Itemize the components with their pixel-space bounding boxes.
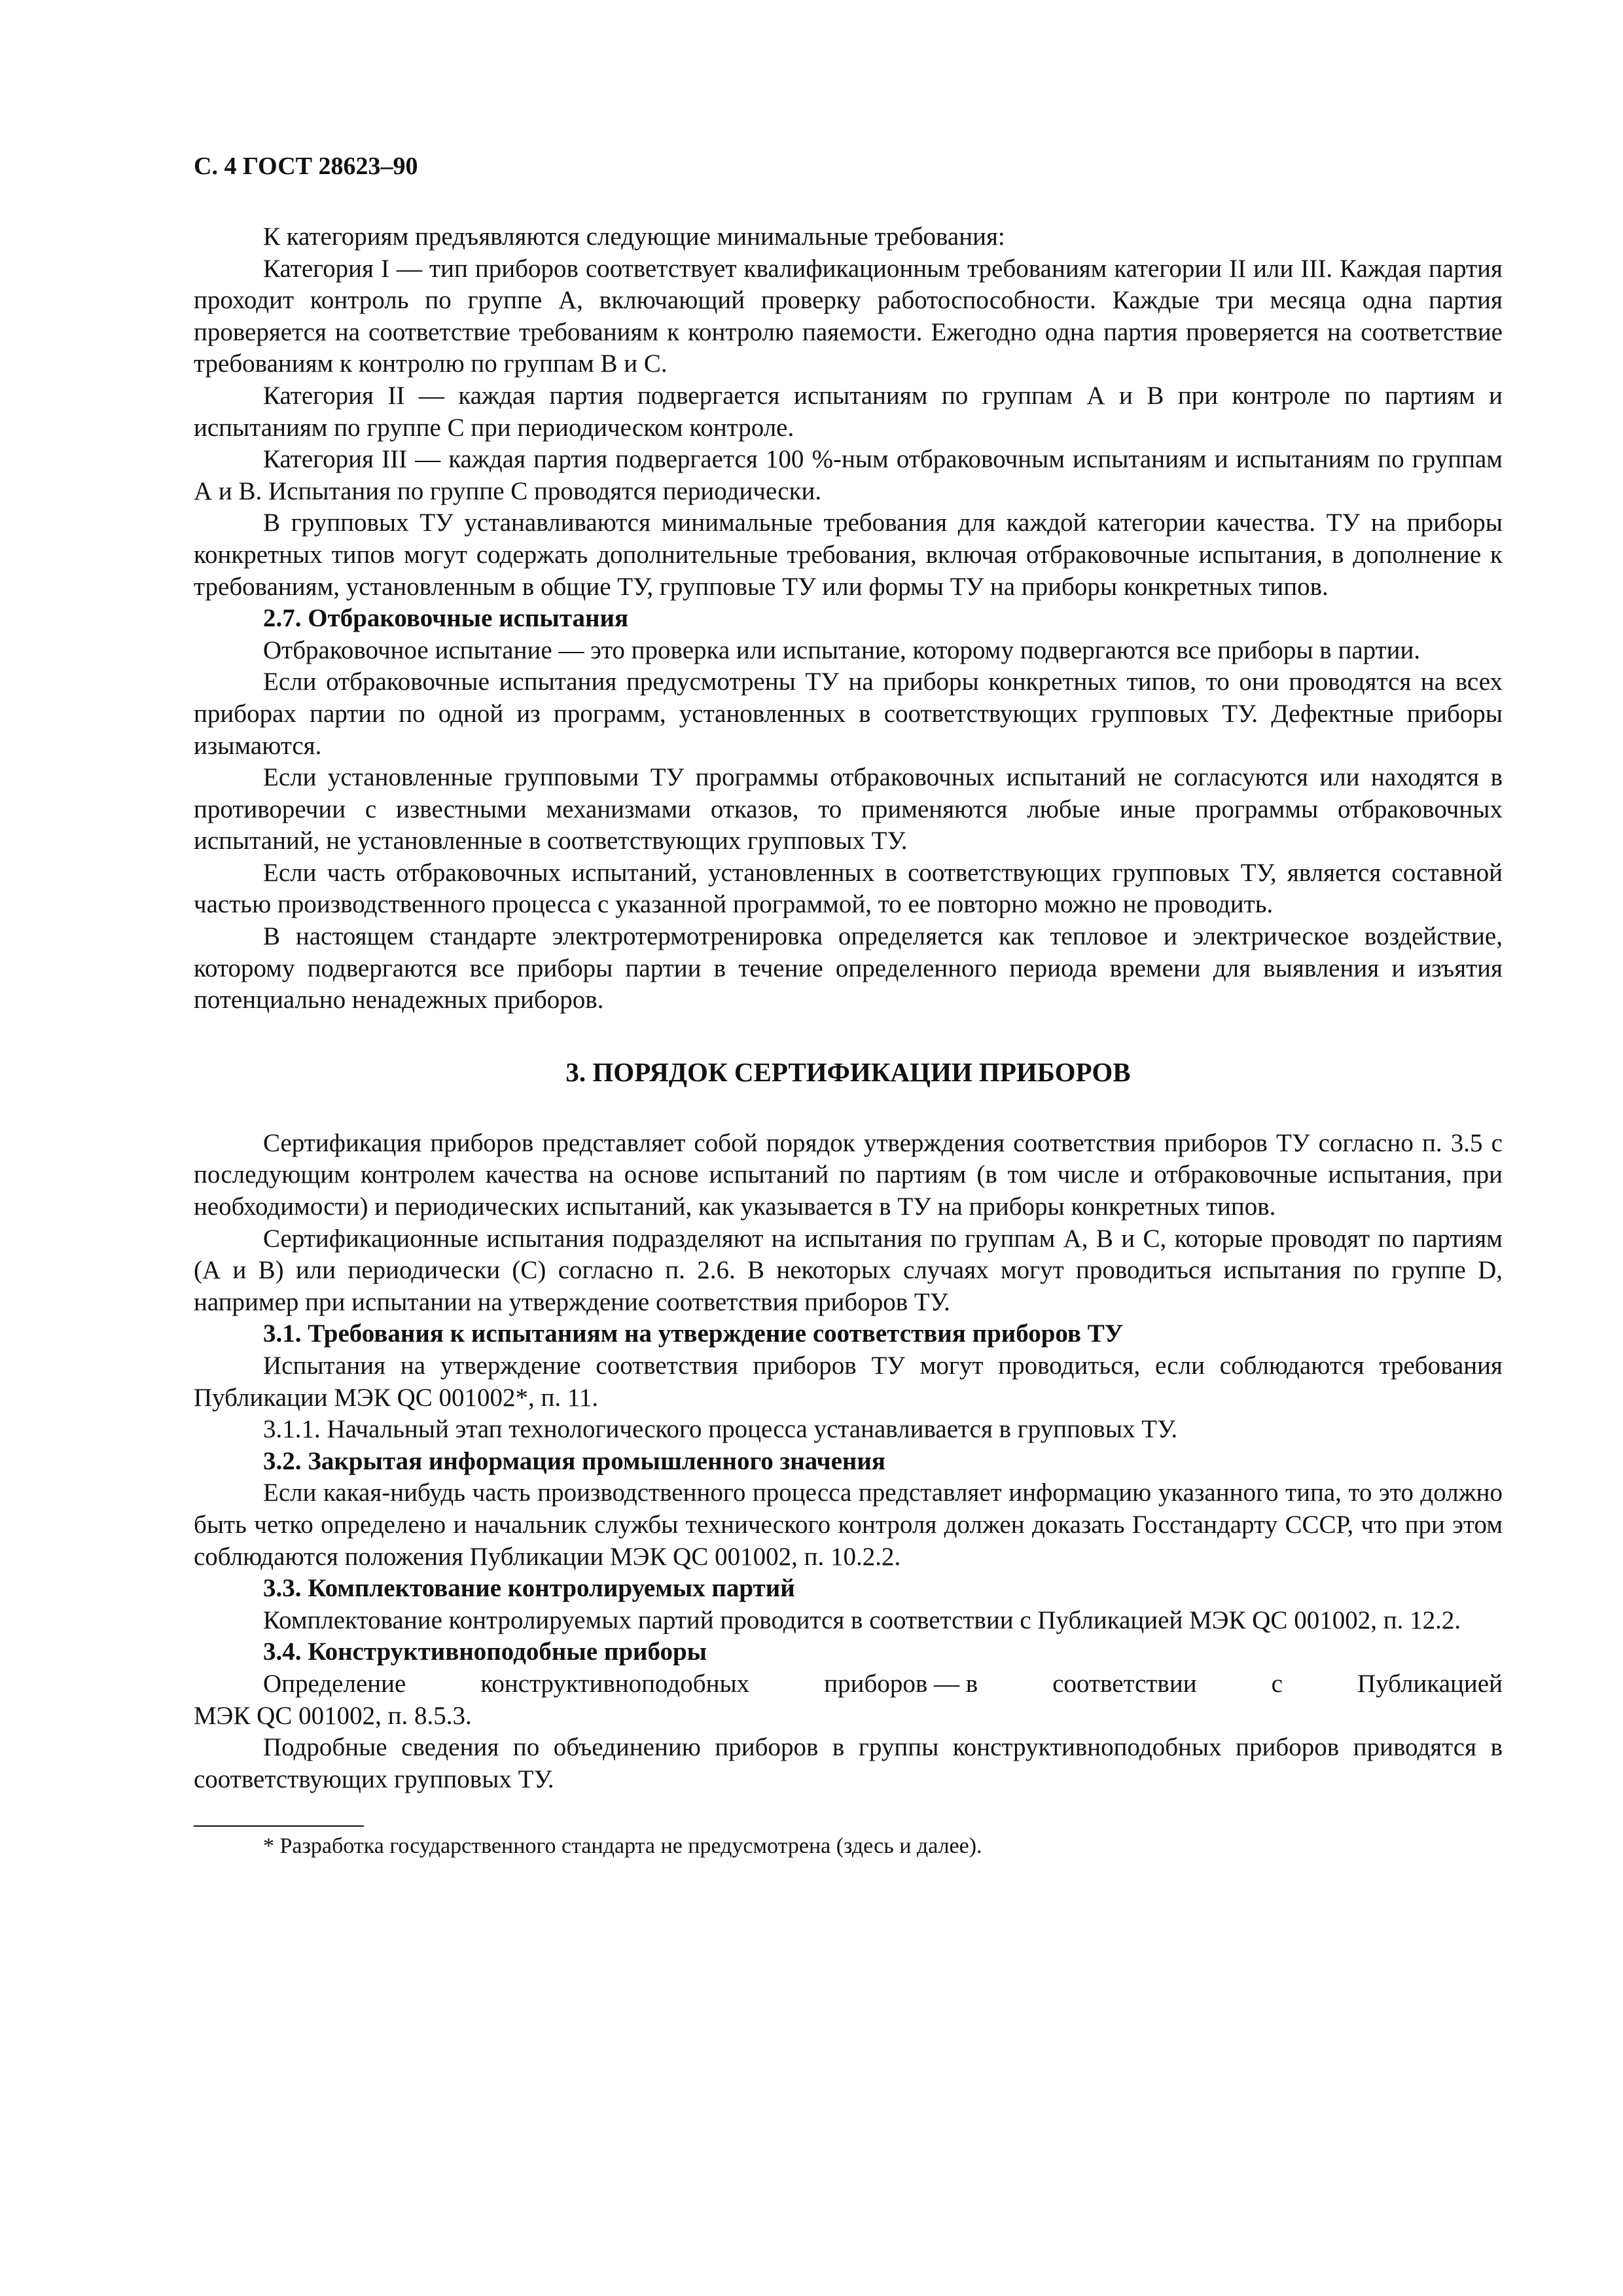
paragraph: Сертификационные испытания подразделяют на испытания по группам А, В и С, которые проводят по партиям (А и В) или периодически (С) согласно п. 2.6. В некоторых случаях могут проводиться испытания по группе D, например при испытании на утверждение соответствия приборов ТУ. <box>194 1224 1503 1316</box>
paragraph: Если какая-нибудь часть производственного процесса представляет информацию указанного типа, то это должно быть четко определено и начальник службы технического контроля должен доказать Госстандарту СССР, что при этом соблюдаются положения Публикации МЭК QC 001002, п. 10.2.2. <box>194 1479 1503 1571</box>
word: с <box>1271 1669 1283 1698</box>
page-header: С. 4 ГОСТ 28623–90 <box>194 152 418 180</box>
paragraph: Категория II — каждая партия подвергается испытаниям по группам А и В при контроле по партиям и испытаниям по группе С при периодическом контроле. <box>194 381 1503 442</box>
subsection-heading-2-7: 2.7. Отбраковочные испытания <box>263 604 629 633</box>
document-page <box>194 151 1503 1861</box>
justified-line <box>194 1668 1503 1700</box>
paragraph: Если отбраковочные испытания предусмотрены ТУ на приборы конкретных типов, то они проводятся на всех приборах партии по одной из программ, установленных в соответствующих групповых ТУ. Дефектные приборы изымаются. <box>194 668 1503 760</box>
footnote: * Разработка государственного стандарта не предусмотрена (здесь и далее). <box>263 1834 982 1859</box>
word: Определение <box>263 1669 406 1698</box>
paragraph: Если часть отбраковочных испытаний, установленных в соответствующих групповых ТУ, является составной частью производственного процесса с указанной программой, то ее повторно можно не проводить. <box>194 858 1503 919</box>
paragraph: Категория III — каждая партия подвергается 100 %-ным отбраковочным испытаниям и испытаниям по группам А и В. Испытания по группе С проводятся периодически. <box>194 445 1503 505</box>
paragraph: Сертификация приборов представляет собой порядок утверждения соответствия приборов ТУ согласно п. 3.5 с последующим контролем качества на основе испытаний по партиям (в том числе и отбраковочные испытания, при необходимости) и периодических испытаний, как указывается в ТУ на приборы конкретных типов. <box>194 1128 1503 1221</box>
footnote-rule <box>194 1825 364 1827</box>
paragraph: Категория I — тип приборов соответствует квалификационным требованиям категории II или III. Каждая партия проходит контроль по группе А, включающий проверку работоспособности. Каждые три месяца одна партия проверяется на соответствие требованиям к контролю паяемости. Ежегодно одна партия проверяется на соответствие требованиям к контролю по группам В и С. <box>194 254 1503 378</box>
paragraph: Комплектование контролируемых партий проводится в соответствии с Публикацией МЭК QC 001002, п. 12.2. <box>263 1605 1461 1634</box>
subsection-heading-3-1: 3.1. Требования к испытаниям на утверждение соответствия приборов ТУ <box>263 1319 1124 1348</box>
paragraph-continuation: МЭК QC 001002, п. 8.5.3. <box>194 1701 472 1730</box>
word: конструктивноподобных <box>480 1669 750 1698</box>
paragraph: Подробные сведения по объединению приборов в группы конструктивноподобных приборов приводятся в соответствующих групповых ТУ. <box>194 1733 1503 1793</box>
word: соответствии <box>1052 1669 1197 1698</box>
paragraph: В групповых ТУ устанавливаются минимальные требования для каждой категории качества. ТУ на приборы конкретных типов могут содержать дополнительные требования, включая отбраковочные испытания, в дополнение к требованиям, установленным в общие ТУ, групповые ТУ или формы ТУ на приборы конкретных типов. <box>194 509 1503 601</box>
paragraph: В настоящем стандарте электротермотренировка определяется как тепловое и электрическое воздействие, которому подвергаются все приборы партии в течение определенного периода времени для выявления и изъятия потенциально ненадежных приборов. <box>194 922 1503 1014</box>
paragraph: Если установленные групповыми ТУ программы отбраковочных испытаний не согласуются или находятся в противоречии с известными механизмами отказов, то применяются любые иные программы отбраковочных испытаний, не установленные в соответствующих групповых ТУ. <box>194 763 1503 855</box>
paragraph: 3.1.1. Начальный этап технологического процесса устанавливается в групповых ТУ. <box>263 1415 1178 1444</box>
section-title-3: 3. ПОРЯДОК СЕРТИФИКАЦИИ ПРИБОРОВ <box>565 1056 1131 1087</box>
subsection-heading-3-2: 3.2. Закрытая информация промышленного значения <box>263 1446 885 1475</box>
word: приборов — в <box>824 1669 978 1698</box>
word: Публикацией <box>1357 1669 1503 1698</box>
subsection-heading-3-4: 3.4. Конструктивноподобные приборы <box>263 1638 707 1666</box>
paragraph: Отбраковочное испытание — это проверка или испытание, которому подвергаются все приборы в партии. <box>263 636 1421 664</box>
paragraph: К категориям предъявляются следующие минимальные требования: <box>263 223 1005 251</box>
subsection-heading-3-3: 3.3. Комплектование контролируемых партий <box>263 1574 795 1603</box>
paragraph: Испытания на утверждение соответствия приборов ТУ могут проводиться, если соблюдаются требования Публикации МЭК QC 001002*, п. 11. <box>194 1352 1503 1412</box>
